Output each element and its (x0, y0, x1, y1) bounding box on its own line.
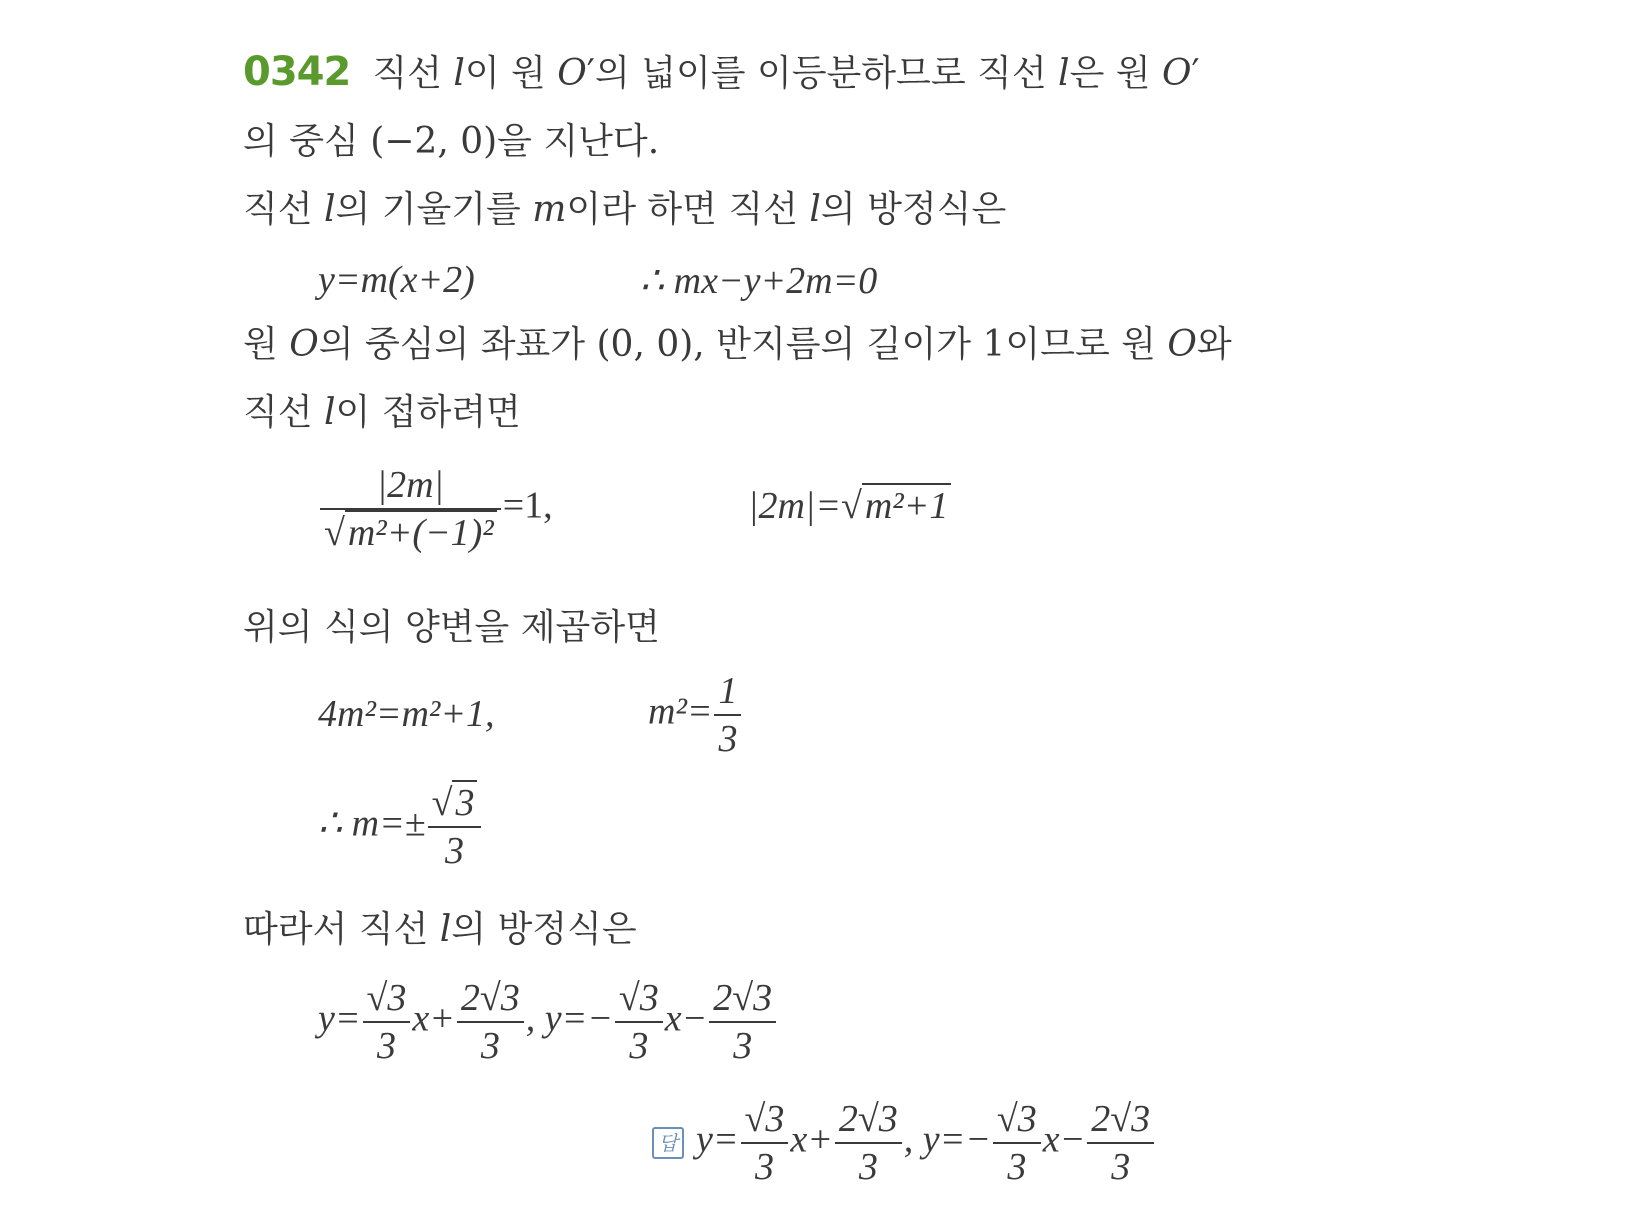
equation-2b-radicand: m²+1 (862, 483, 951, 527)
final-equations: y= $\frac{√3}{3}$ x+ $\frac{2√3}{3}$ , y=− $\frac{√3}{3}$ x− $\frac{2√3}{3}$ (318, 975, 778, 1069)
text-line-5: 직선 𝑙이 접하려면 (243, 392, 521, 433)
answer-equations: 답 y= $\frac{√3}{3}$ x+ $\frac{2√3}{3}$ , y=− $\frac{√3}{3}$ x− $\frac{2√3}{3}$ (652, 1096, 1156, 1190)
distance-fraction (320, 462, 501, 556)
equation-4-lhs: ∴ m=± (318, 802, 426, 845)
answer-icon: 답 (652, 1127, 684, 1159)
sqrt-icon: √ (840, 485, 862, 527)
equation-1b: ∴ mx−y+2m=0 (640, 260, 878, 302)
fraction-numerator: 1 (714, 668, 741, 716)
equation-2b (748, 484, 951, 528)
equation-3b-lhs: m²= (648, 690, 713, 733)
fraction-denominator: 3 (445, 830, 465, 872)
problem-number: 0342 (243, 49, 351, 95)
fraction-numerator: 3 (452, 780, 477, 824)
text-line-2: 의 중심 (−2, 0)을 지난다. (243, 121, 660, 162)
equation-2b-lhs: |2m|= (748, 485, 841, 527)
text-line-7: 따라서 직선 𝑙의 방정식은 (243, 909, 637, 950)
sqrt-icon: √ (324, 512, 345, 554)
equation-3a: 4m²=m²+1, (318, 693, 495, 735)
equation-1a: y=m(x+2) (318, 259, 475, 301)
equation-2 (318, 462, 553, 556)
sqrt-icon: √ (431, 782, 453, 824)
problem-line-1 (243, 49, 1200, 95)
equation-4 (318, 780, 483, 874)
fraction-denominator: 3 (718, 718, 738, 760)
fraction-numerator: |2m| (320, 462, 501, 510)
text-line-6: 위의 식의 양변을 제곱하면 (243, 607, 660, 648)
equation-3b (648, 668, 743, 762)
text-line-4: 원 𝑂의 중심의 좌표가 (0, 0), 반지름의 길이가 1이므로 원 𝑂와 (243, 324, 1232, 365)
equation-2-rhs: =1, (502, 484, 553, 527)
fraction-denominator: m²+(−1)² (345, 510, 497, 554)
text-line-1: 직선 𝑙이 원 𝑂′의 넓이를 이등분하므로 직선 𝑙은 원 𝑂′ (372, 53, 1200, 94)
text-line-3: 직선 𝑙의 기울기를 𝑚이라 하면 직선 𝑙의 방정식은 (243, 189, 1007, 230)
